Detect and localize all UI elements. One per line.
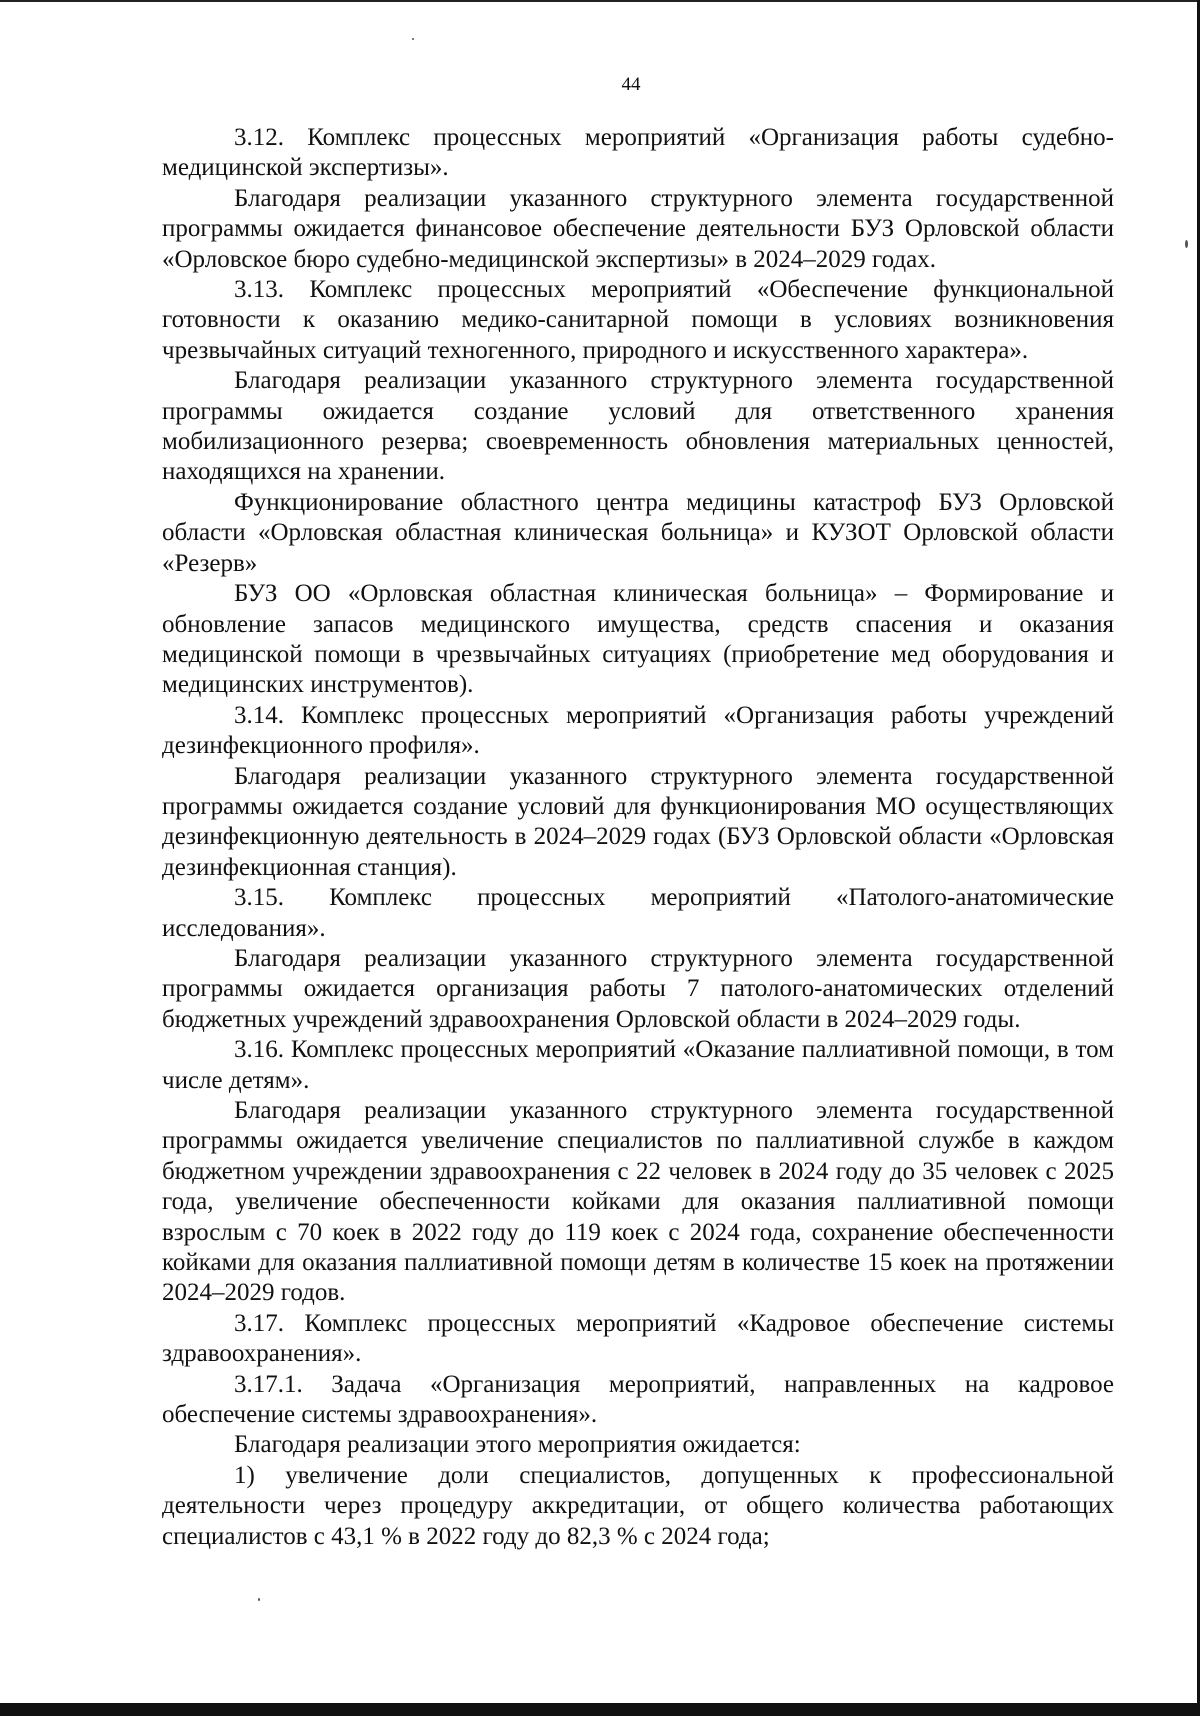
scan-speck	[412, 38, 414, 40]
scan-top-edge	[0, 0, 1200, 2]
paragraph-3-13-hospital: БУЗ ОО «Орловская областная клиническая больница» – Формирование и обновление запасов медицинского имущества, средств спасения и оказания медицинской помощи в чрезвычайных ситуациях (приобретение мед оборудования и медицинских инструментов).	[162, 580, 1114, 699]
scan-speck	[258, 1598, 260, 1601]
page-number: 44	[621, 74, 641, 95]
scan-bottom-edge	[0, 1703, 1200, 1716]
paragraph-3-16-heading: 3.16. Комплекс процессных мероприятий «Оказание паллиативной помощи, в том числе детям».	[162, 1036, 1114, 1094]
paragraph-3-16-body: Благодаря реализации указанного структурного элемента государственной программы ожидается увеличение специалистов по паллиативной службе в каждом бюджетном учреждении здравоохранения с 22 человек в 2024 году до 35 человек с 2025 года, увеличение обеспеченности койками для оказания паллиативной помощи взрослым с 70 коек в 2022 году до 119 коек с 2024 года, сохранение обеспеченности койками для оказания паллиативной помощи детям в количестве 15 коек на протяжении 2024–2029 годов.	[162, 1097, 1114, 1307]
paragraph-3-13-center: Функционирование областного центра медицины катастроф БУЗ Орловской области «Орловская областная клиническая больница» и КУЗОТ Орловской области «Резерв»	[162, 488, 1114, 577]
paragraph-3-17-heading: 3.17. Комплекс процессных мероприятий «Кадровое обеспечение системы здравоохранения».	[162, 1309, 1114, 1368]
paragraph-3-17-expected: Благодаря реализации этого мероприятия ожидается:	[234, 1431, 801, 1459]
paragraph-3-15-body: Благодаря реализации указанного структурного элемента государственной программы ожидается организация работы 7 патолого-анатомических отделений бюджетных учреждений здравоохранения Орловской области в 2024–2029 годы.	[162, 944, 1114, 1033]
paragraph-3-15-heading: 3.15. Комплекс процессных мероприятий «Патолого-анатомические исследования».	[162, 884, 1114, 942]
paragraph-3-13-body: Благодаря реализации указанного структурного элемента государственной программы ожидается создание условий для ответственного хранения мобилизационного резерва; своевременность обновления материальных ценностей, находящихся на хранении.	[162, 367, 1114, 486]
paragraph-3-17-1-task: 3.17.1. Задача «Организация мероприятий, направленных на кадровое обеспечение системы здравоохранения».	[162, 1370, 1114, 1429]
scan-speck	[1185, 240, 1188, 248]
paragraph-3-12-body: Благодаря реализации указанного структурного элемента государственной программы ожидается финансовое обеспечение деятельности БУЗ Орловской области «Орловское бюро судебно-медицинской экспертизы» в 2024–2029 годах.	[162, 184, 1114, 273]
paragraph-3-12-heading: 3.12. Комплекс процессных мероприятий «Организация работы судебно-медицинской экспертизы».	[162, 124, 1114, 182]
paragraph-3-17-item-1: 1) увеличение доли специалистов, допущенных к профессиональной деятельности через процедуру аккредитации, от общего количества работающих специалистов с 43,1 % в 2022 году до 82,3 % с 2024 года;	[162, 1461, 1114, 1550]
paragraph-3-14-heading: 3.14. Комплекс процессных мероприятий «Организация работы учреждений дезинфекционного профиля».	[162, 701, 1114, 760]
paragraph-3-14-body: Благодаря реализации указанного структурного элемента государственной программы ожидается создание условий для функционирования МО осуществляющих дезинфекционную деятельность в 2024–2029 годах (БУЗ Орловской области «Орловская дезинфекционная станция).	[162, 762, 1114, 881]
paragraph-3-13-heading: 3.13. Комплекс процессных мероприятий «Обеспечение функциональной готовности к оказанию медико-санитарной помощи в условиях возникновения чрезвычайных ситуаций техногенного, природного и искусственного характера».	[162, 276, 1114, 364]
document-body	[162, 123, 1114, 1552]
